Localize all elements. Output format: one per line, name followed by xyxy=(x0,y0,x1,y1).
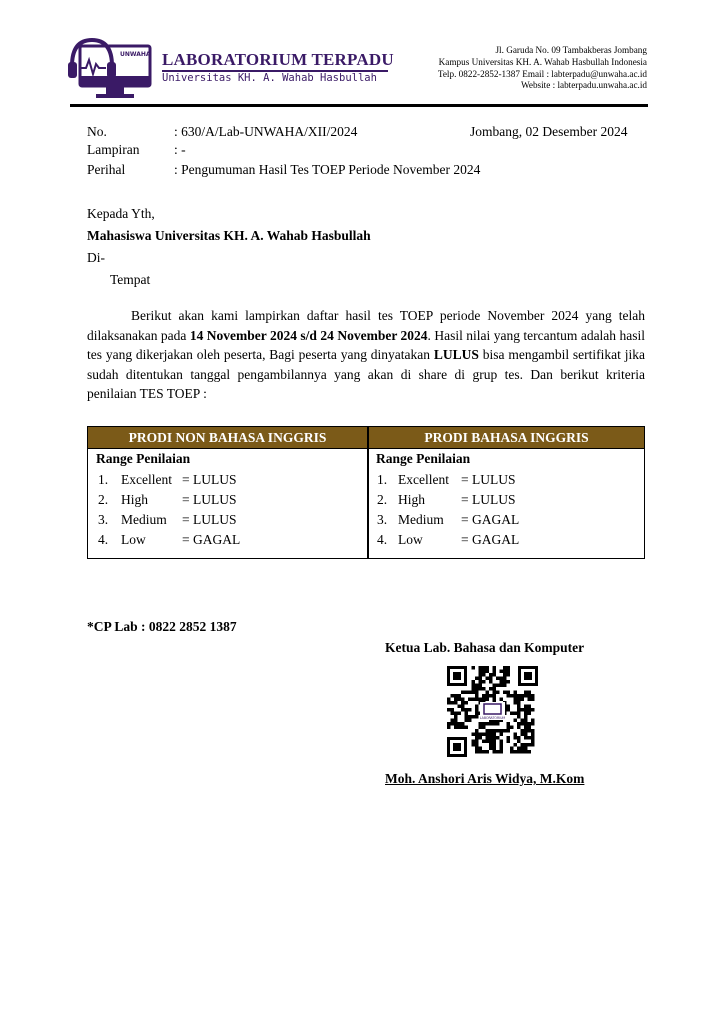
table-row: = GAGAL xyxy=(461,512,520,527)
table-row: 2. xyxy=(98,492,109,507)
perihal-label: Perihal xyxy=(87,162,126,177)
table-row: = GAGAL xyxy=(461,532,520,547)
lab-logo xyxy=(66,36,154,102)
table-row: 1. xyxy=(98,472,109,487)
table-row: Low xyxy=(121,532,146,547)
contact-phone: *CP Lab : 0822 2852 1387 xyxy=(87,619,237,634)
table-row: 4. xyxy=(98,532,109,547)
range-label: Range Penilaian xyxy=(376,451,471,466)
table-row: High xyxy=(398,492,425,507)
greeting: Kepada Yth, xyxy=(87,206,155,221)
qr-code-icon xyxy=(445,664,540,759)
table-header-english: PRODI BAHASA INGGRIS xyxy=(369,427,644,448)
recipient-place: Tempat xyxy=(110,272,151,287)
test-date-range: 14 November 2024 s/d 24 November 2024 xyxy=(189,327,428,343)
recipient-di: Di- xyxy=(87,250,105,265)
table-row: Medium xyxy=(398,512,444,527)
signature-position: Ketua Lab. Bahasa dan Komputer xyxy=(385,640,585,655)
signatory-name: Moh. Anshori Aris Widya, M.Kom xyxy=(385,771,585,786)
body-paragraph: Berikut akan kami lampirkan daftar hasil tes TOEP periode November 2024 yang telah dilaksanakan pada 14 November 2024 s/d 24 November 2024. Hasil nilai yang tercantum adalah hasil tes yang dikerjakan oleh peserta, Bagi peserta yang dinyatakan LULUS bisa mengambil sertifikat jika sudah ditentukan tanggal pengambilannya yang akan di share di grup tes. Dan berikut kriteria penilaian TES TOEP : xyxy=(87,308,645,402)
svg-text:LABORATORIUM: LABORATORIUM xyxy=(479,716,506,720)
table-row: Excellent xyxy=(121,472,172,487)
table-row: = LULUS xyxy=(461,492,516,507)
table-row: = GAGAL xyxy=(182,532,241,547)
table-row: Excellent xyxy=(398,472,449,487)
criteria-table xyxy=(87,426,645,559)
table-row: Low xyxy=(398,532,423,547)
letter-date: Jombang, 02 Desember 2024 xyxy=(470,124,628,139)
table-header-non-english: PRODI NON BAHASA INGGRIS xyxy=(88,427,367,448)
table-row: 3. xyxy=(98,512,109,527)
letterhead-title: LABORATORIUM TERPADU xyxy=(162,50,394,69)
lampiran-value: : - xyxy=(174,142,186,157)
table-row: = LULUS xyxy=(182,472,237,487)
table-row: = LULUS xyxy=(182,512,237,527)
range-label: Range Penilaian xyxy=(96,451,191,466)
lulus-word: LULUS xyxy=(433,347,479,363)
header-divider xyxy=(88,448,644,449)
column-divider xyxy=(367,427,369,558)
letterhead-address: Jl. Garuda No. 09 Tambakberas Jombang Kampus Universitas KH. A. Wahab Hasbullah Indonesia Telp. 0822-2852-1387 Email : labterpadu@unwaha.ac.id Website : labterpadu.unwaha.ac.id xyxy=(437,45,647,91)
perihal-value: : Pengumuman Hasil Tes TOEP Periode November 2024 xyxy=(174,162,481,177)
no-label: No. xyxy=(87,124,107,139)
table-row: Medium xyxy=(121,512,167,527)
no-value: : 630/A/Lab-UNWAHA/XII/2024 xyxy=(174,124,358,139)
table-row: = LULUS xyxy=(182,492,237,507)
letterhead-subtitle: Universitas KH. A. Wahab Hasbullah xyxy=(162,72,377,84)
lampiran-label: Lampiran xyxy=(87,142,140,157)
table-row: 3. xyxy=(377,512,388,527)
svg-text:UNWAHA: UNWAHA xyxy=(120,51,151,58)
table-row: 4. xyxy=(377,532,388,547)
table-row: 1. xyxy=(377,472,388,487)
letterhead-rule xyxy=(70,104,648,107)
table-row: High xyxy=(121,492,148,507)
recipient-name: Mahasiswa Universitas KH. A. Wahab Hasbullah xyxy=(87,228,371,243)
table-row: = LULUS xyxy=(461,472,516,487)
table-row: 2. xyxy=(377,492,388,507)
